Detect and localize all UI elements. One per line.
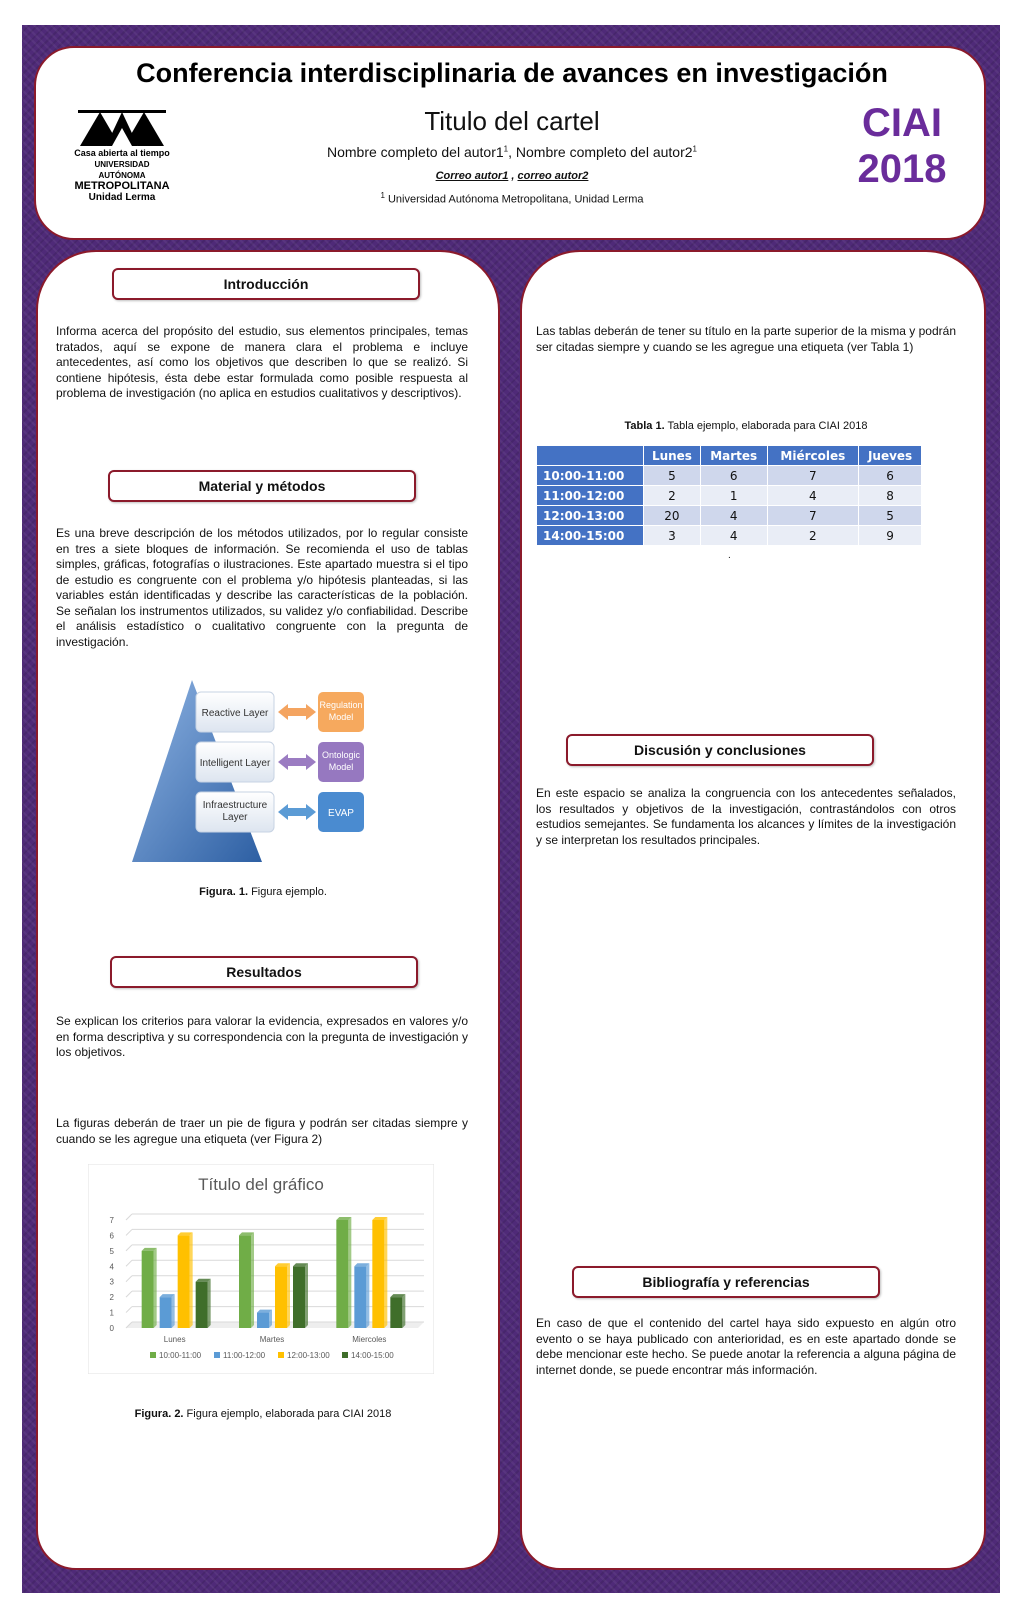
arrow-orange-icon bbox=[278, 704, 316, 720]
author-2-sup: 1 bbox=[692, 144, 697, 154]
chart-y-tick-label: 0 bbox=[109, 1324, 114, 1333]
table-cell: 20 bbox=[644, 506, 700, 525]
methods-heading: Material y métodos bbox=[108, 470, 416, 502]
table-row bbox=[537, 506, 921, 525]
figure-2-chart bbox=[88, 1164, 434, 1374]
chart-bar bbox=[336, 1220, 348, 1328]
figure-2-caption-label: Figura. 2. bbox=[134, 1408, 184, 1420]
table-cell: 4 bbox=[701, 506, 767, 525]
intro-heading: Introducción bbox=[112, 268, 420, 300]
table-cell: 9 bbox=[859, 526, 921, 545]
table-header-cell: Miércoles bbox=[768, 446, 859, 465]
chart-bar-side bbox=[287, 1263, 290, 1328]
table-1-caption-text: Tabla ejemplo, elaborada para CIAI 2018 bbox=[664, 420, 868, 432]
chart-bar bbox=[257, 1313, 269, 1328]
email-1[interactable]: Correo autor1 bbox=[435, 170, 509, 182]
chart-bar bbox=[239, 1235, 251, 1328]
figure-2-caption bbox=[38, 1408, 488, 1420]
chart-x-tick-label: Lunes bbox=[163, 1335, 186, 1344]
table-cell: 4 bbox=[701, 526, 767, 545]
author-separator: , bbox=[508, 144, 516, 160]
table-cell: 7 bbox=[768, 466, 859, 485]
figure-2-caption-text: Figura ejemplo, elaborada para CIAI 2018 bbox=[183, 1408, 392, 1420]
table-row bbox=[537, 466, 921, 485]
table-cell: 4 bbox=[768, 486, 859, 505]
uam-logo bbox=[72, 106, 172, 206]
bibliography-text: En caso de que el contenido del cartel haya sido expuesto en algún otro evento o se haya publicado con anterioridad, es en este apartado donde se debe mencionar este hecho. Se puede anotar la referencia a alguna página de internet donde, se puede encontrar más información. bbox=[536, 1316, 956, 1377]
table-row-header: 14:00-15:00 bbox=[537, 526, 643, 545]
chart-legend-label: 10:00-11:00 bbox=[159, 1351, 202, 1360]
chart-y-tick-label: 6 bbox=[109, 1231, 114, 1241]
chart-legend-label: 11:00-12:00 bbox=[223, 1351, 266, 1360]
chart-y-tick-label: 3 bbox=[109, 1277, 114, 1287]
chart-bar bbox=[178, 1235, 190, 1328]
chart-bar bbox=[196, 1282, 208, 1328]
chart-y-tick-label: 5 bbox=[109, 1246, 114, 1256]
table-header-cell: Jueves bbox=[859, 446, 921, 465]
chart-legend-swatch bbox=[214, 1352, 220, 1358]
chart-bar bbox=[275, 1266, 287, 1328]
discussion-heading: Discusión y conclusiones bbox=[566, 734, 874, 766]
logo-line-4: Unidad Lerma bbox=[88, 192, 156, 203]
table-cell: 1 bbox=[701, 486, 767, 505]
layer-label-reactive: Reactive Layer bbox=[201, 708, 269, 719]
figure-1-caption-label: Figura. 1. bbox=[199, 886, 249, 898]
results-text: Se explican los criterios para valorar la evidencia, expresados en valores y/o en forma descriptiva y su correspondencia con la pregunta de investigación y los objetivos. bbox=[56, 1014, 468, 1059]
arrow-purple-icon bbox=[278, 754, 316, 770]
table-cell: 6 bbox=[859, 466, 921, 485]
authors-line bbox=[36, 144, 988, 160]
chart-bar-side bbox=[402, 1294, 405, 1328]
evap-label: EVAP bbox=[328, 808, 354, 819]
emails-line bbox=[36, 170, 988, 182]
left-column bbox=[36, 250, 500, 1570]
affiliation-sup: 1 bbox=[380, 191, 385, 200]
chart-bar bbox=[354, 1266, 366, 1328]
bibliography-heading: Bibliografía y referencias bbox=[572, 1266, 880, 1298]
chart-x-tick-label: Miercoles bbox=[352, 1335, 387, 1344]
chart-bar-side bbox=[348, 1217, 351, 1328]
table-cell: 2 bbox=[768, 526, 859, 545]
chart-bar-side bbox=[154, 1248, 157, 1328]
intro-text: Informa acerca del propósito del estudio, sus elementos principales, temas tratados, aquí se expone de manera clara el problema e incluye antecedentes, así como los objetivos que describen lo que se realizó. Si contiene hipótesis, ésta debe estar formulada como posible respuesta al problema de investigación (no aplica en estudios cualitativos y descriptivos). bbox=[56, 324, 468, 400]
table-row bbox=[537, 526, 921, 545]
table-cell: 5 bbox=[644, 466, 700, 485]
header-panel bbox=[34, 46, 986, 240]
author-2: Nombre completo del autor2 bbox=[515, 144, 693, 160]
chart-bar bbox=[142, 1251, 154, 1328]
figure-1-diagram bbox=[122, 676, 372, 866]
ciai-brand bbox=[852, 100, 952, 192]
logo-line-1: Casa abierta al tiempo bbox=[74, 148, 170, 158]
table-header-cell: Martes bbox=[701, 446, 767, 465]
table-row-header: 11:00-12:00 bbox=[537, 486, 643, 505]
figures-note-text: La figuras deberán de traer un pie de figura y podrán ser citadas siempre y cuando se les agregue una etiqueta (ver Figura 2) bbox=[56, 1116, 468, 1146]
table-1-caption bbox=[522, 420, 970, 432]
table-cell: 3 bbox=[644, 526, 700, 545]
table-cell: 5 bbox=[859, 506, 921, 525]
email-separator: , bbox=[508, 170, 518, 182]
logo-line-3: METROPOLITANA bbox=[74, 180, 170, 192]
email-2[interactable]: correo autor2 bbox=[517, 170, 589, 182]
author-1-sup: 1 bbox=[503, 144, 509, 154]
chart-bar bbox=[293, 1266, 305, 1328]
table-row bbox=[537, 486, 921, 505]
logo-line-2: UNIVERSIDAD AUTÓNOMA bbox=[94, 160, 150, 180]
table-header-cell bbox=[537, 446, 643, 465]
figure-1-caption-text: Figura ejemplo. bbox=[248, 886, 327, 898]
chart-legend-swatch bbox=[278, 1352, 284, 1358]
chart-legend-swatch bbox=[342, 1352, 348, 1358]
discussion-text: En este espacio se analiza la congruencia con los antecedentes señalados, los resultados y objetivos de la investigación, contrastándolos con otros estudios semejantes. Se fundamenta los alcances y límites de la investigación y se interpretan los resultados principales. bbox=[536, 786, 956, 847]
chart-legend-label: 12:00-13:00 bbox=[287, 1351, 330, 1360]
table-row-header: 10:00-11:00 bbox=[537, 466, 643, 485]
chart-bar-side bbox=[384, 1217, 387, 1328]
brand-line-1: CIAI bbox=[862, 101, 942, 145]
table-row-header: 12:00-13:00 bbox=[537, 506, 643, 525]
chart-y-tick-label: 1 bbox=[109, 1308, 114, 1318]
poster-title: Titulo del cartel bbox=[424, 106, 600, 136]
chart-bar-side bbox=[172, 1294, 175, 1328]
chart-bar-side bbox=[208, 1279, 211, 1328]
uam-logo-mark-icon bbox=[72, 106, 172, 148]
table-cell: 8 bbox=[859, 486, 921, 505]
tables-note-text: Las tablas deberán de tener su título en la parte superior de la misma y podrán ser citadas siempre y cuando se les agregue una etiqueta (ver Tabla 1) bbox=[536, 324, 956, 354]
table-header-cell: Lunes bbox=[644, 446, 700, 465]
chart-y-tick-label: 4 bbox=[109, 1262, 114, 1272]
affiliation bbox=[36, 191, 988, 206]
chart-bar-side bbox=[269, 1310, 272, 1328]
methods-text: Es una breve descripción de los métodos utilizados, por lo regular consiste en tres a siete bloques de información. Se recomienda el uso de tablas simples, gráficas, fotografías o ilustraciones. Este apartado muestra si el tipo de estudio es congruente con el problema y/o hipótesis planteadas, si las variables están identificadas y describe las características de la población. Se señalan los instrumentos utilizados, su validez y/o confiabilidad. Describe el análisis estadístico o cualitativo congruente con la pregunta de investigación. bbox=[56, 526, 468, 649]
regulation-model-label: Regulation Model bbox=[319, 700, 363, 722]
table-footnote-dot: . bbox=[728, 550, 731, 561]
affiliation-text: Universidad Autónoma Metropolitana, Unidad Lerma bbox=[384, 193, 644, 206]
chart-bar-side bbox=[190, 1232, 193, 1328]
chart-bar bbox=[372, 1220, 384, 1328]
table-cell: 7 bbox=[768, 506, 859, 525]
right-column bbox=[520, 250, 986, 1570]
chart-title: Título del gráfico bbox=[198, 1175, 324, 1194]
table-1-caption-label: Tabla 1. bbox=[624, 420, 665, 432]
chart-bar bbox=[160, 1297, 172, 1328]
chart-legend-label: 14:00-15:00 bbox=[351, 1351, 394, 1360]
table-cell: 6 bbox=[701, 466, 767, 485]
chart-y-tick-label: 2 bbox=[109, 1293, 114, 1303]
ontologic-model-label: Ontologic Model bbox=[321, 750, 361, 772]
chart-legend-swatch bbox=[150, 1352, 156, 1358]
author-1: Nombre completo del autor1 bbox=[327, 144, 504, 160]
brand-line-2: 2018 bbox=[857, 147, 947, 191]
chart-x-tick-label: Martes bbox=[259, 1335, 285, 1344]
table-1 bbox=[536, 445, 922, 546]
logo-text bbox=[72, 148, 172, 203]
layer-label-intelligent: Intelligent Layer bbox=[199, 758, 271, 769]
chart-y-tick-label: 7 bbox=[109, 1216, 114, 1225]
arrow-blue-icon bbox=[278, 804, 316, 820]
results-heading: Resultados bbox=[110, 956, 418, 988]
figure-1-caption bbox=[38, 886, 488, 898]
chart-bar-side bbox=[305, 1263, 308, 1328]
chart-bar-side bbox=[251, 1232, 254, 1328]
chart-bar-side bbox=[366, 1263, 369, 1328]
table-cell: 2 bbox=[644, 486, 700, 505]
layer-label-infra: Infraestructure Layer bbox=[202, 800, 268, 823]
chart-bar bbox=[390, 1297, 402, 1328]
conference-title: Conferencia interdisciplinaria de avances en investigación bbox=[136, 58, 888, 88]
table-header-row bbox=[537, 446, 921, 465]
